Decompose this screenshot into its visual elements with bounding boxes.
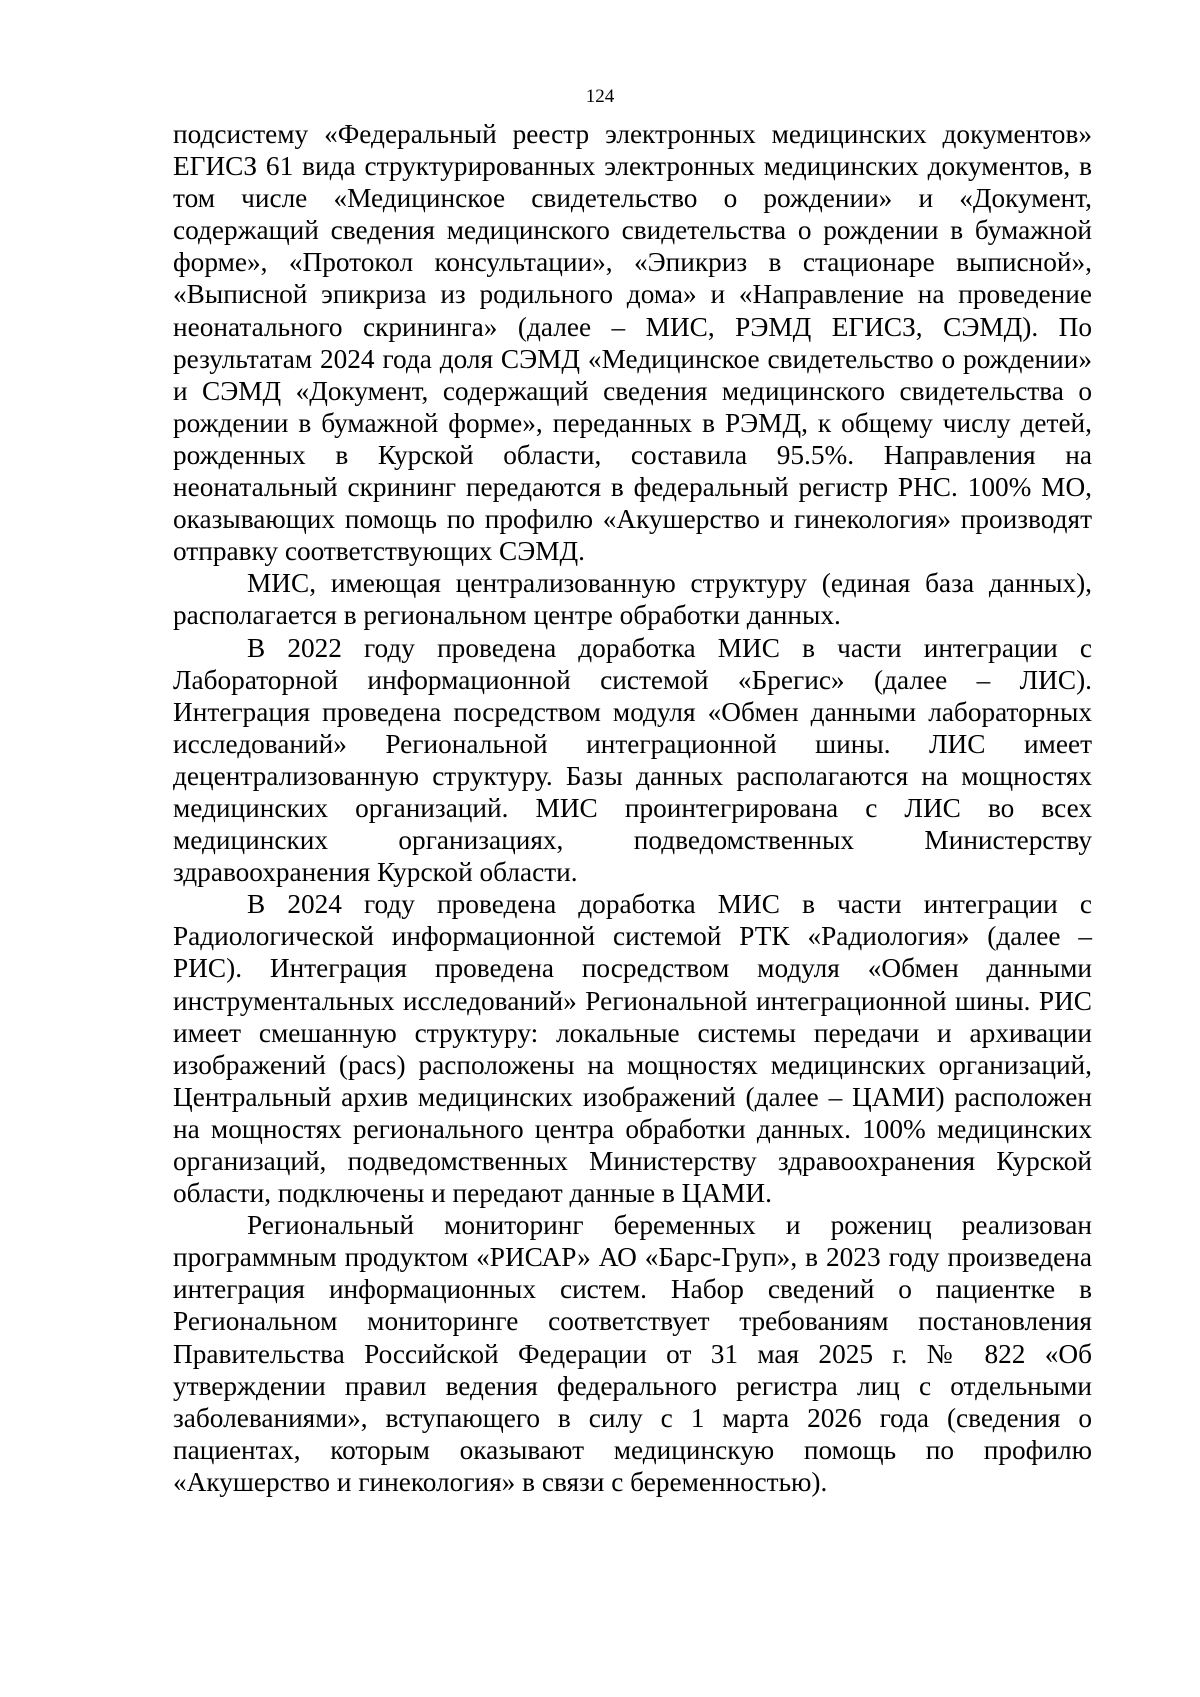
paragraph-5: Региональный мониторинг беременных и рожениц реализован программным продуктом «РИСАР» АО «Барс-Груп», в 2023 году произведена интеграция информационных систем. Набор сведений о пациентке в Региональном мониторинге соответствует требованиям постановления Правительства Российской Федерации от 31 мая 2025 г. № 822 «Об утверждении правил ведения федерального регистра лиц с отдельными заболеваниями», вступающего в силу с 1 марта 2026 года (сведения о пациентах, которым оказывают медицинскую помощь по профилю «Акушерство и гинекология» в связи с беременностью). — [173, 1210, 1092, 1497]
paragraph-2: МИС, имеющая централизованную структуру (единая база данных), располагается в региональном центре обработки данных. — [173, 568, 1092, 631]
paragraph-1: подсистему «Федеральный реестр электронных медицинских документов» ЕГИСЗ 61 вида структурированных электронных медицинских документов, в том числе «Медицинское свидетельство о рождении» и «Документ, содержащий сведения медицинского свидетельства о рождении в бумажной форме», «Протокол консультации», «Эпикриз в стационаре выписной», «Выписной эпикриза из родильного дома» и «Направление на проведение неонатального скрининга» (далее – МИС, РЭМД ЕГИСЗ, СЭМД). По результатам 2024 года доля СЭМД «Медицинское свидетельство о рождении» и СЭМД «Документ, содержащий сведения медицинского свидетельства о рождении в бумажной форме», переданных в РЭМД, к общему числу детей, рожденных в Курской области, составила 95.5%. Направления на неонатальный скрининг передаются в федеральный регистр РНС. 100% МО, оказывающих помощь по профилю «Акушерство и гинекология» производят отправку соответствующих СЭМД. — [173, 119, 1092, 567]
document-body — [173, 118, 1092, 1498]
paragraph-3: В 2022 году проведена доработка МИС в части интеграции с Лабораторной информационной системой «Брегис» (далее – ЛИС). Интеграция проведена посредством модуля «Обмен данными лабораторных исследований» Региональной интеграционной шины. ЛИС имеет децентрализованную структуру. Базы данных располагаются на мощностях медицинских организаций. МИС проинтегрирована с ЛИС во всех медицинских организациях, подведомственных Министерству здравоохранения Курской области. — [173, 632, 1092, 888]
page-number: 124 — [585, 86, 615, 107]
paragraph-4: В 2024 году проведена доработка МИС в части интеграции с Радиологической информационной системой РТК «Радиология» (далее – РИС). Интеграция проведена посредством модуля «Обмен данными инструментальных исследований» Региональной интеграционной шины. РИС имеет смешанную структуру: локальные системы передачи и архивации изображений (pacs) расположены на мощностях медицинских организаций, Центральный архив медицинских изображений (далее – ЦАМИ) расположен на мощностях регионального центра обработки данных. 100% медицинских организаций, подведомственных Министерству здравоохранения Курской области, подключены и передают данные в ЦАМИ. — [173, 889, 1092, 1209]
